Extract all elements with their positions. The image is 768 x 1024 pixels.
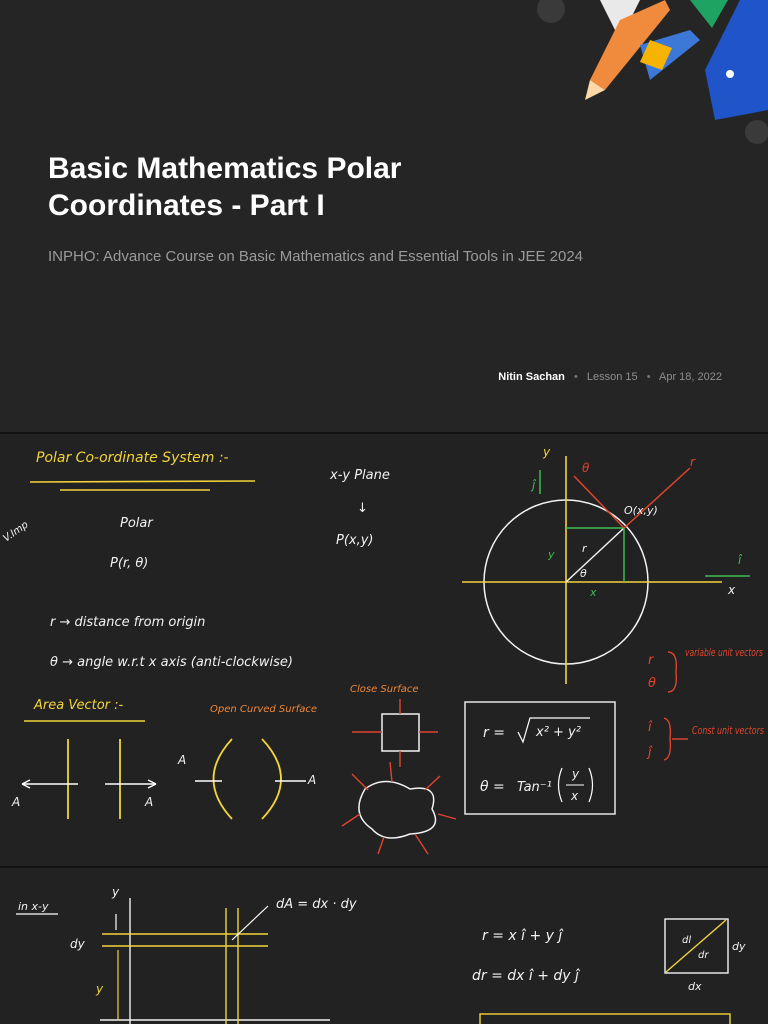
angle-label: θ (580, 567, 587, 580)
i-hat-icon: î (738, 553, 742, 567)
dy-label: dy (70, 937, 85, 951)
polar-point: P(r, θ) (110, 556, 149, 571)
course-subtitle: INPHO: Advance Course on Basic Mathematics and Essential Tools in JEE 2024 (48, 248, 583, 265)
radius-label: r (582, 542, 587, 555)
notes-canvas-1 (0, 434, 768, 866)
j-hat-icon: ĵ (532, 478, 536, 492)
theta-definition: θ → angle w.r.t x axis (anti-clockwise) (50, 655, 293, 670)
r-hat-note: r (648, 653, 654, 668)
r-hat-label: r (690, 455, 695, 469)
r-formula-lhs: r = (483, 725, 505, 741)
open-surface-label: Open Curved Surface (210, 704, 318, 715)
i-hat-note: î (648, 720, 652, 735)
theta-formula-lhs: θ = (480, 779, 505, 795)
y-axis-label: y (543, 445, 551, 459)
author-name[interactable]: Nitin Sachan (498, 371, 565, 383)
dA-formula: dA = dx · dy (276, 897, 357, 912)
cube-normals (352, 699, 438, 767)
box-dy-label: dy (732, 940, 746, 953)
r-vector-formula: r = x î + y ĵ (482, 928, 563, 944)
dr-vector-formula: dr = dx î + dy ĵ (472, 968, 579, 984)
notes-slide-2 (0, 868, 768, 1024)
notes-canvas-2 (0, 868, 768, 1024)
theta-hat-note: θ (648, 676, 656, 691)
j-hat-note: ĵ (648, 745, 652, 760)
blob-surface (359, 782, 436, 839)
in-xy-label: in x-y (18, 900, 49, 913)
separator-dot: • (573, 371, 578, 383)
deco-pen-dot (726, 70, 734, 78)
curved-surface-right (262, 739, 281, 819)
r-definition: r → distance from origin (50, 615, 206, 630)
side-note: V.Imp (1, 519, 31, 545)
lesson-meta (498, 371, 722, 383)
area-vector-heading: Area Vector :- (34, 698, 124, 713)
notes-slide-1 (0, 434, 768, 866)
partial-box (480, 1014, 730, 1024)
lesson-number: Lesson 15 (586, 371, 638, 383)
xy-plane-label: x-y Plane (330, 468, 390, 483)
r-formula-rhs: x² + y² (536, 725, 581, 740)
y-axis-label-2: y (112, 885, 120, 899)
displacement-diagonal (666, 920, 726, 972)
vector-a-label-4: A (308, 773, 317, 787)
r-hat-vector (624, 468, 690, 528)
xy-point: P(x,y) (336, 533, 374, 548)
fraction-top: y (572, 767, 580, 781)
separator-dot: • (646, 371, 651, 383)
deco-circle-2 (745, 120, 768, 144)
underline-1 (30, 481, 255, 482)
cube-surface (382, 714, 419, 751)
x-component-label: x (590, 586, 597, 599)
point-label: O(x,y) (624, 504, 658, 517)
paren-left (559, 768, 563, 802)
formula-box (465, 702, 615, 814)
page-title: Basic Mathematics Polar Coordinates - Part I (48, 152, 402, 222)
box-dl-label: dl (682, 935, 692, 946)
const-brace (664, 718, 670, 760)
polar-label: Polar (120, 516, 153, 531)
lesson-date: Apr 18, 2022 (659, 371, 722, 383)
heading-polar-system: Polar Co-ordinate System :- (36, 450, 229, 466)
vector-a-label-1: A (12, 795, 21, 809)
const-label: Const unit vectors (692, 724, 765, 737)
down-arrow-icon: ↓ (357, 501, 368, 516)
vector-a-label-3: A (178, 753, 187, 767)
deco-green-shape (690, 0, 728, 28)
deco-circle-1 (537, 0, 565, 23)
close-surface-label: Close Surface (350, 684, 419, 695)
y-side-label: y (96, 982, 104, 996)
variable-brace (668, 652, 676, 692)
fraction-bottom: x (571, 789, 579, 803)
y-component-label: y (548, 548, 555, 561)
curved-surface-left (214, 739, 233, 819)
cover-slide (0, 0, 768, 432)
theta-formula-rhs: Tan⁻¹ (517, 780, 552, 795)
box-dx-label: dx (688, 980, 702, 993)
vector-a-label-2: A (145, 795, 154, 809)
x-axis-label: x (728, 583, 736, 597)
paren-right (589, 768, 593, 802)
variable-label: variable unit vectors (685, 646, 764, 659)
box-dr-label: dr (698, 950, 709, 961)
theta-hat-label: θ (582, 461, 590, 475)
radius-line (566, 528, 624, 582)
